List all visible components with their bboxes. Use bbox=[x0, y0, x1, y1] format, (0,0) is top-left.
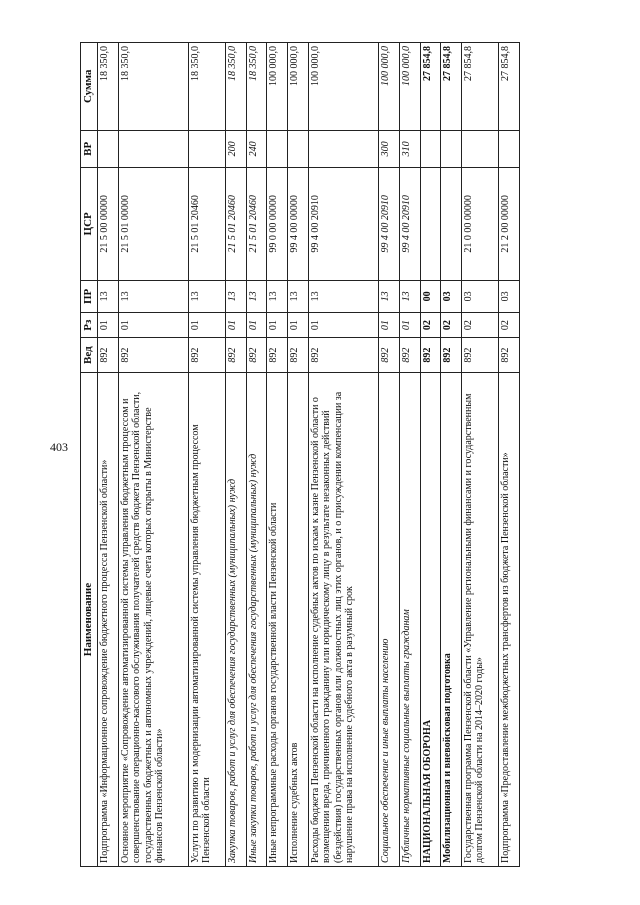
table-row bbox=[98, 43, 119, 867]
rz-cell: 01 bbox=[188, 313, 225, 338]
vr-cell: 310 bbox=[399, 130, 420, 168]
name-cell: Услуги по развитию и модернизации автоматизированной системы управления бюджетным процессом Пензенской области bbox=[188, 373, 225, 867]
csr-cell: 99 0 00 00000 bbox=[267, 168, 288, 281]
vr-cell bbox=[461, 130, 498, 168]
name-cell: Социальное обеспечение и иные выплаты населению bbox=[379, 373, 400, 867]
name-cell: НАЦИОНАЛЬНАЯ ОБОРОНА bbox=[420, 373, 441, 867]
pr-cell: 13 bbox=[267, 280, 288, 313]
pr-cell: 13 bbox=[308, 280, 378, 313]
csr-cell: 21 5 00 00000 bbox=[98, 168, 119, 281]
table-row bbox=[246, 43, 267, 867]
ved-cell: 892 bbox=[399, 338, 420, 373]
sum-cell: 100 000,0 bbox=[288, 43, 309, 131]
table-row bbox=[420, 43, 441, 867]
header-name: Наименование bbox=[81, 373, 98, 867]
pr-cell: 13 bbox=[399, 280, 420, 313]
header-vr: ВР bbox=[81, 130, 98, 168]
ved-cell: 892 bbox=[118, 338, 188, 373]
ved-cell: 892 bbox=[441, 338, 462, 373]
ved-cell: 892 bbox=[98, 338, 119, 373]
name-cell: Закупка товаров, работ и услуг для обеспечения государственных (муниципальных) нужд bbox=[226, 373, 247, 867]
vr-cell bbox=[420, 130, 441, 168]
table-row bbox=[288, 43, 309, 867]
header-pr: ПР bbox=[81, 280, 98, 313]
sum-cell: 100 000,0 bbox=[267, 43, 288, 131]
rz-cell: 01 bbox=[118, 313, 188, 338]
csr-cell: 21 5 01 20460 bbox=[188, 168, 225, 281]
csr-cell: 99 4 00 20910 bbox=[308, 168, 378, 281]
table-row bbox=[226, 43, 247, 867]
sum-cell: 100 000,0 bbox=[399, 43, 420, 131]
ved-cell: 892 bbox=[288, 338, 309, 373]
csr-cell: 21 2 00 00000 bbox=[499, 168, 520, 281]
pr-cell: 13 bbox=[98, 280, 119, 313]
sum-cell: 18 350,0 bbox=[188, 43, 225, 131]
name-cell: Основное мероприятие «Сопровождение автоматизированной системы управления бюджетным процессом и совершенствование операционно-кассового обслуживания получателей средств бюджета Пензенской области, государственных бюджетных и автономных учреждений, лицевые счета которых открыты в Министерстве финансов Пензенской области» bbox=[118, 373, 188, 867]
table-row bbox=[308, 43, 378, 867]
budget-table bbox=[80, 42, 520, 867]
rz-cell: 01 bbox=[98, 313, 119, 338]
pr-cell: 13 bbox=[226, 280, 247, 313]
table-row bbox=[461, 43, 498, 867]
rz-cell: 02 bbox=[461, 313, 498, 338]
table-row bbox=[267, 43, 288, 867]
rz-cell: 01 bbox=[226, 313, 247, 338]
table-body bbox=[98, 43, 520, 867]
csr-cell: 99 4 00 20910 bbox=[379, 168, 400, 281]
rz-cell: 01 bbox=[399, 313, 420, 338]
sum-cell: 18 350,0 bbox=[118, 43, 188, 131]
vr-cell bbox=[118, 130, 188, 168]
page-number: 403 bbox=[50, 440, 68, 454]
rz-cell: 02 bbox=[499, 313, 520, 338]
rz-cell: 01 bbox=[246, 313, 267, 338]
csr-cell: 21 5 01 20460 bbox=[226, 168, 247, 281]
vr-cell: 200 bbox=[226, 130, 247, 168]
sum-cell: 18 350,0 bbox=[246, 43, 267, 131]
rz-cell: 02 bbox=[441, 313, 462, 338]
sum-cell: 18 350,0 bbox=[98, 43, 119, 131]
sum-cell: 27 854,8 bbox=[461, 43, 498, 131]
pr-cell: 00 bbox=[420, 280, 441, 313]
csr-cell bbox=[420, 168, 441, 281]
table-row bbox=[399, 43, 420, 867]
pr-cell: 13 bbox=[188, 280, 225, 313]
csr-cell: 21 5 01 00000 bbox=[118, 168, 188, 281]
pr-cell: 13 bbox=[379, 280, 400, 313]
sum-cell: 100 000,0 bbox=[308, 43, 378, 131]
pr-cell: 13 bbox=[288, 280, 309, 313]
vr-cell bbox=[499, 130, 520, 168]
csr-cell: 99 4 00 20910 bbox=[399, 168, 420, 281]
rotated-table-area bbox=[80, 42, 520, 867]
vr-cell bbox=[98, 130, 119, 168]
table-row bbox=[118, 43, 188, 867]
ved-cell: 892 bbox=[188, 338, 225, 373]
table-header-row bbox=[81, 43, 98, 867]
sum-cell: 27 854,8 bbox=[499, 43, 520, 131]
sum-cell: 27 854,8 bbox=[420, 43, 441, 131]
sum-cell: 100 000,0 bbox=[379, 43, 400, 131]
name-cell: Подпрограмма «Предоставление межбюджетных трансфертов из бюджета Пензенской области» bbox=[499, 373, 520, 867]
vr-cell bbox=[441, 130, 462, 168]
csr-cell: 21 0 00 00000 bbox=[461, 168, 498, 281]
vr-cell bbox=[267, 130, 288, 168]
header-ved: Вед bbox=[81, 338, 98, 373]
header-csr: ЦСР bbox=[81, 168, 98, 281]
vr-cell bbox=[188, 130, 225, 168]
vr-cell: 300 bbox=[379, 130, 400, 168]
name-cell: Иные закупки товаров, работ и услуг для обеспечения государственных (муниципальных) нужд bbox=[246, 373, 267, 867]
ved-cell: 892 bbox=[267, 338, 288, 373]
sum-cell: 18 350,0 bbox=[226, 43, 247, 131]
name-cell: Мобилизационная и вневойсковая подготовка bbox=[441, 373, 462, 867]
name-cell: Иные непрограммные расходы органов государственной власти Пензенской области bbox=[267, 373, 288, 867]
pr-cell: 03 bbox=[441, 280, 462, 313]
header-sum: Сумма bbox=[81, 43, 98, 131]
ved-cell: 892 bbox=[308, 338, 378, 373]
name-cell: Публичные нормативные социальные выплаты гражданам bbox=[399, 373, 420, 867]
vr-cell bbox=[308, 130, 378, 168]
header-rz: Рз bbox=[81, 313, 98, 338]
rz-cell: 01 bbox=[288, 313, 309, 338]
pr-cell: 13 bbox=[118, 280, 188, 313]
ved-cell: 892 bbox=[461, 338, 498, 373]
name-cell: Расходы бюджета Пензенской области на исполнение судебных актов по искам к казне Пензенской области о возмещении вреда, причиненного гражданину или юридическому лицу в результате незаконных действий (бездействия) государственных органов или должностных лиц этих органов, и о присуждении компенсации за нарушение права на исполнение судебного акта в разумный срок bbox=[308, 373, 378, 867]
pr-cell: 13 bbox=[246, 280, 267, 313]
name-cell: Подпрограмма «Информационное сопровождение бюджетного процесса Пензенской области» bbox=[98, 373, 119, 867]
vr-cell bbox=[288, 130, 309, 168]
sum-cell: 27 854,8 bbox=[441, 43, 462, 131]
pr-cell: 03 bbox=[499, 280, 520, 313]
ved-cell: 892 bbox=[499, 338, 520, 373]
rz-cell: 01 bbox=[308, 313, 378, 338]
csr-cell: 21 5 01 20460 bbox=[246, 168, 267, 281]
csr-cell: 99 4 00 00000 bbox=[288, 168, 309, 281]
rz-cell: 02 bbox=[420, 313, 441, 338]
table-row bbox=[441, 43, 462, 867]
rz-cell: 01 bbox=[379, 313, 400, 338]
csr-cell bbox=[441, 168, 462, 281]
ved-cell: 892 bbox=[226, 338, 247, 373]
ved-cell: 892 bbox=[420, 338, 441, 373]
pr-cell: 03 bbox=[461, 280, 498, 313]
ved-cell: 892 bbox=[379, 338, 400, 373]
ved-cell: 892 bbox=[246, 338, 267, 373]
name-cell: Государственная программа Пензенской области «Управление региональными финансами и государственным долгом Пензенской области на 2014–2020 годы» bbox=[461, 373, 498, 867]
name-cell: Исполнение судебных актов bbox=[288, 373, 309, 867]
table-row bbox=[188, 43, 225, 867]
table-row bbox=[499, 43, 520, 867]
rz-cell: 01 bbox=[267, 313, 288, 338]
table-row bbox=[379, 43, 400, 867]
vr-cell: 240 bbox=[246, 130, 267, 168]
